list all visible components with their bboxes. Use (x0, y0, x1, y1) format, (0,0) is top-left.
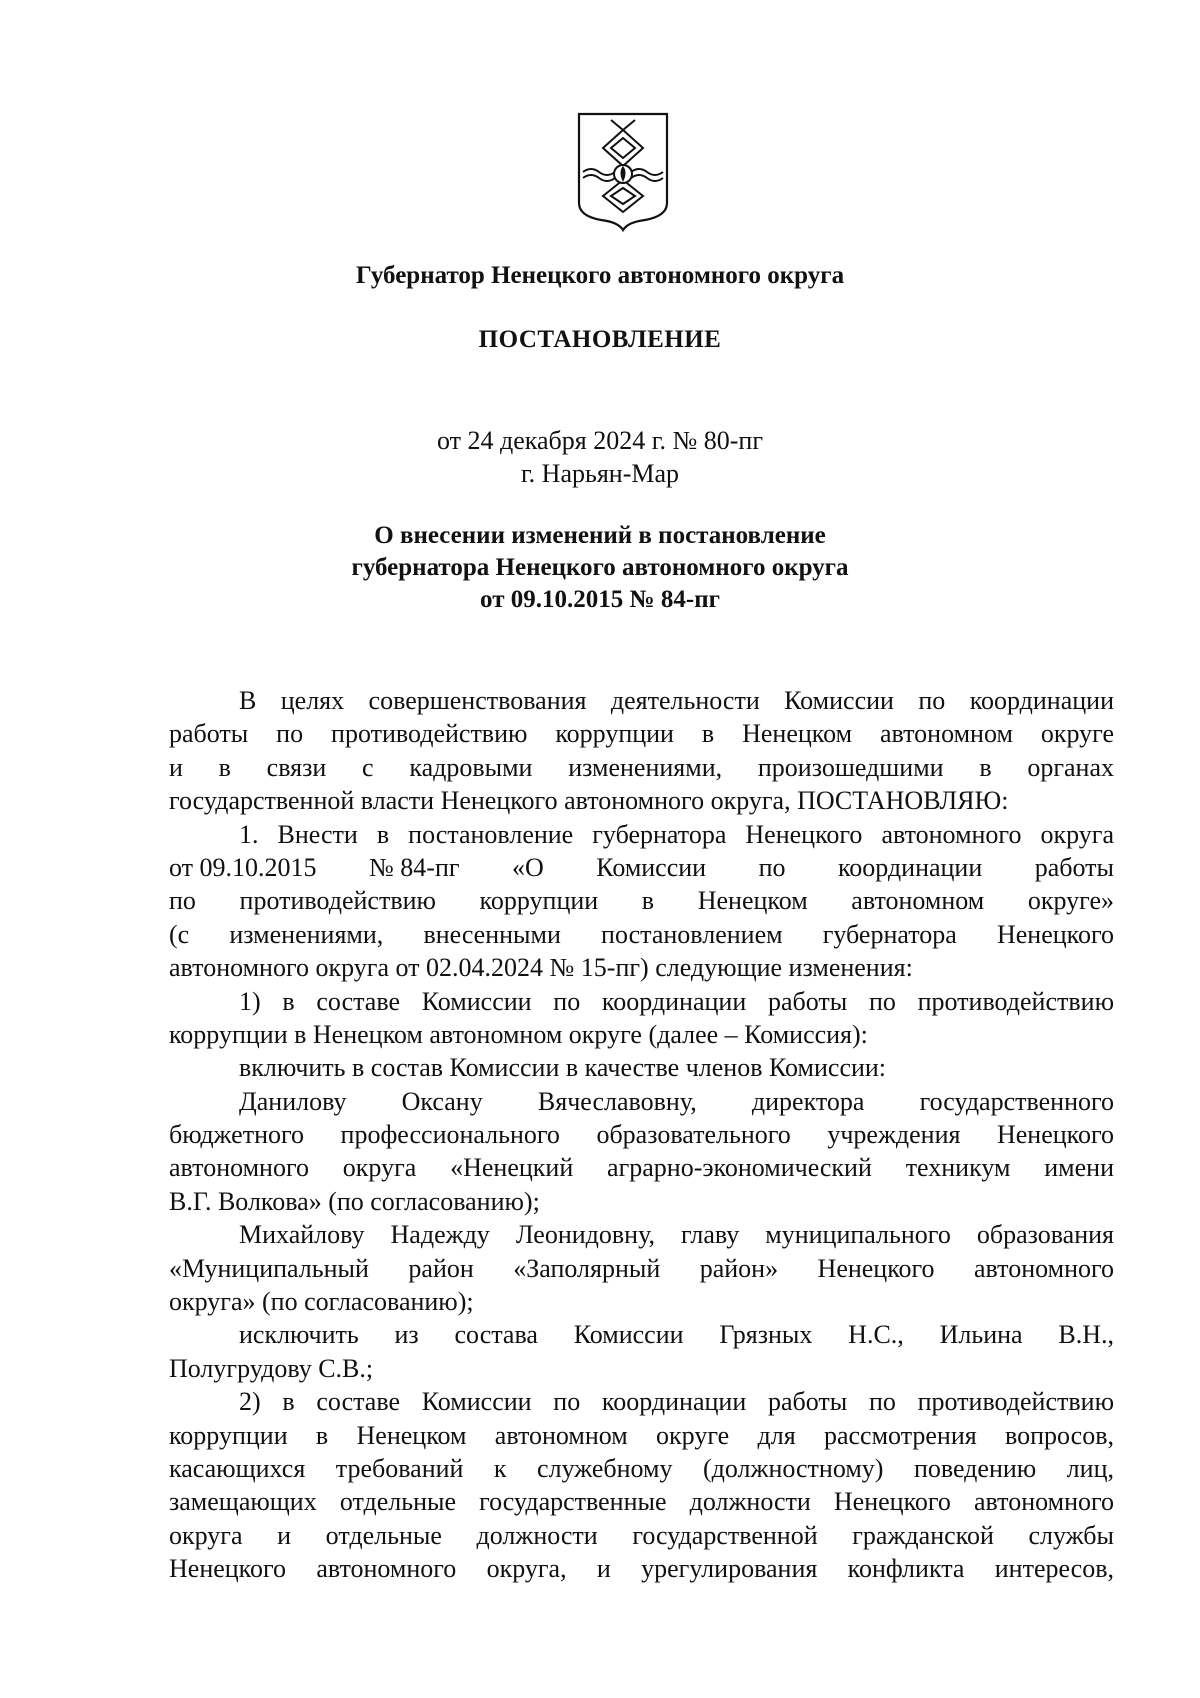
subject-line: губернатора Ненецкого автономного округа (351, 554, 849, 581)
body-line: округа и отдельные должности государственной гражданской службы (169, 1520, 1114, 1550)
body-line: замещающих отдельные государственные должности Ненецкого автономного (169, 1487, 1114, 1517)
document-type: ПОСТАНОВЛЕНИЕ (478, 326, 722, 353)
body-word: по (758, 852, 786, 882)
document-body (169, 684, 1114, 1586)
body-line: исключить из состава Комиссии Грязных Н.С., Ильина В.Н., (239, 1320, 1114, 1350)
body-line: автономного округа «Ненецкий аграрно-экономический техникум имени (169, 1153, 1114, 1183)
body-line: В целях совершенствования деятельности Комиссии по координации (239, 686, 1114, 715)
document-place: г. Нарьян-Мар (520, 459, 680, 488)
body-line: работы по противодействию коррупции в Ненецком автономном округе (169, 719, 1114, 749)
body-line: касающихся требований к служебному (должностному) поведению лиц, (169, 1453, 1114, 1483)
body-line: коррупции в Ненецком автономном округе (далее – Комиссия): (169, 1019, 868, 1049)
body-line: Ненецкого автономного округа, и урегулирования конфликта интересов, (169, 1554, 1114, 1584)
body-line: по противодействию коррупции в Ненецком автономном округе» (169, 886, 1114, 916)
body-line: (с изменениями, внесенными постановлением губернатора Ненецкого (169, 919, 1114, 949)
coat-of-arms-emblem (573, 108, 673, 233)
body-line: 1. Внести в постановление губернатора Ненецкого автономного округа (239, 819, 1114, 849)
subject-line: от 09.10.2015 № 84-пг (480, 586, 720, 613)
body-line: Полугрудову С.В.; (169, 1353, 374, 1383)
issuing-authority: Губернатор Ненецкого автономного округа (355, 262, 845, 289)
body-line-spaced (169, 851, 1114, 884)
subject-line: О внесении изменений в постановление (374, 522, 826, 549)
body-line: округа» (по согласованию); (169, 1287, 474, 1317)
body-word: «О (512, 852, 544, 882)
body-line: Данилову Оксану Вячеславовну, директора государственного (239, 1086, 1114, 1116)
body-line: включить в состав Комиссии в качестве членов Комиссии: (239, 1053, 887, 1083)
body-line: коррупции в Ненецком автономном округе для рассмотрения вопросов, (169, 1420, 1114, 1450)
body-line: бюджетного профессионального образовательного учреждения Ненецкого (169, 1120, 1114, 1150)
body-line: Михайлову Надежду Леонидовну, главу муниципального образования (239, 1220, 1114, 1250)
body-word: Комиссии (596, 852, 707, 882)
body-line: 2) в составе Комиссии по координации работы по противодействию (239, 1387, 1114, 1417)
body-line: 1) в составе Комиссии по координации работы по противодействию (239, 986, 1114, 1016)
body-word: координации (837, 852, 983, 882)
body-line: В.Г. Волкова» (по согласованию); (169, 1186, 540, 1216)
body-word: № 84-пг (369, 852, 460, 882)
document-date-number: от 24 декабря 2024 г. № 80-пг (436, 426, 764, 455)
body-line: автономного округа от 02.04.2024 № 15-пг) следующие изменения: (169, 953, 913, 983)
body-word: от 09.10.2015 (169, 852, 317, 882)
body-line: «Муниципальный район «Заполярный район» Ненецкого автономного (169, 1253, 1114, 1283)
body-line: и в связи с кадровыми изменениями, произошедшими в органах (169, 752, 1114, 782)
body-word: работы (1034, 852, 1114, 882)
body-line: государственной власти Ненецкого автономного округа, ПОСТАНОВЛЯЮ: (169, 786, 1009, 816)
document-subject (0, 520, 1200, 616)
